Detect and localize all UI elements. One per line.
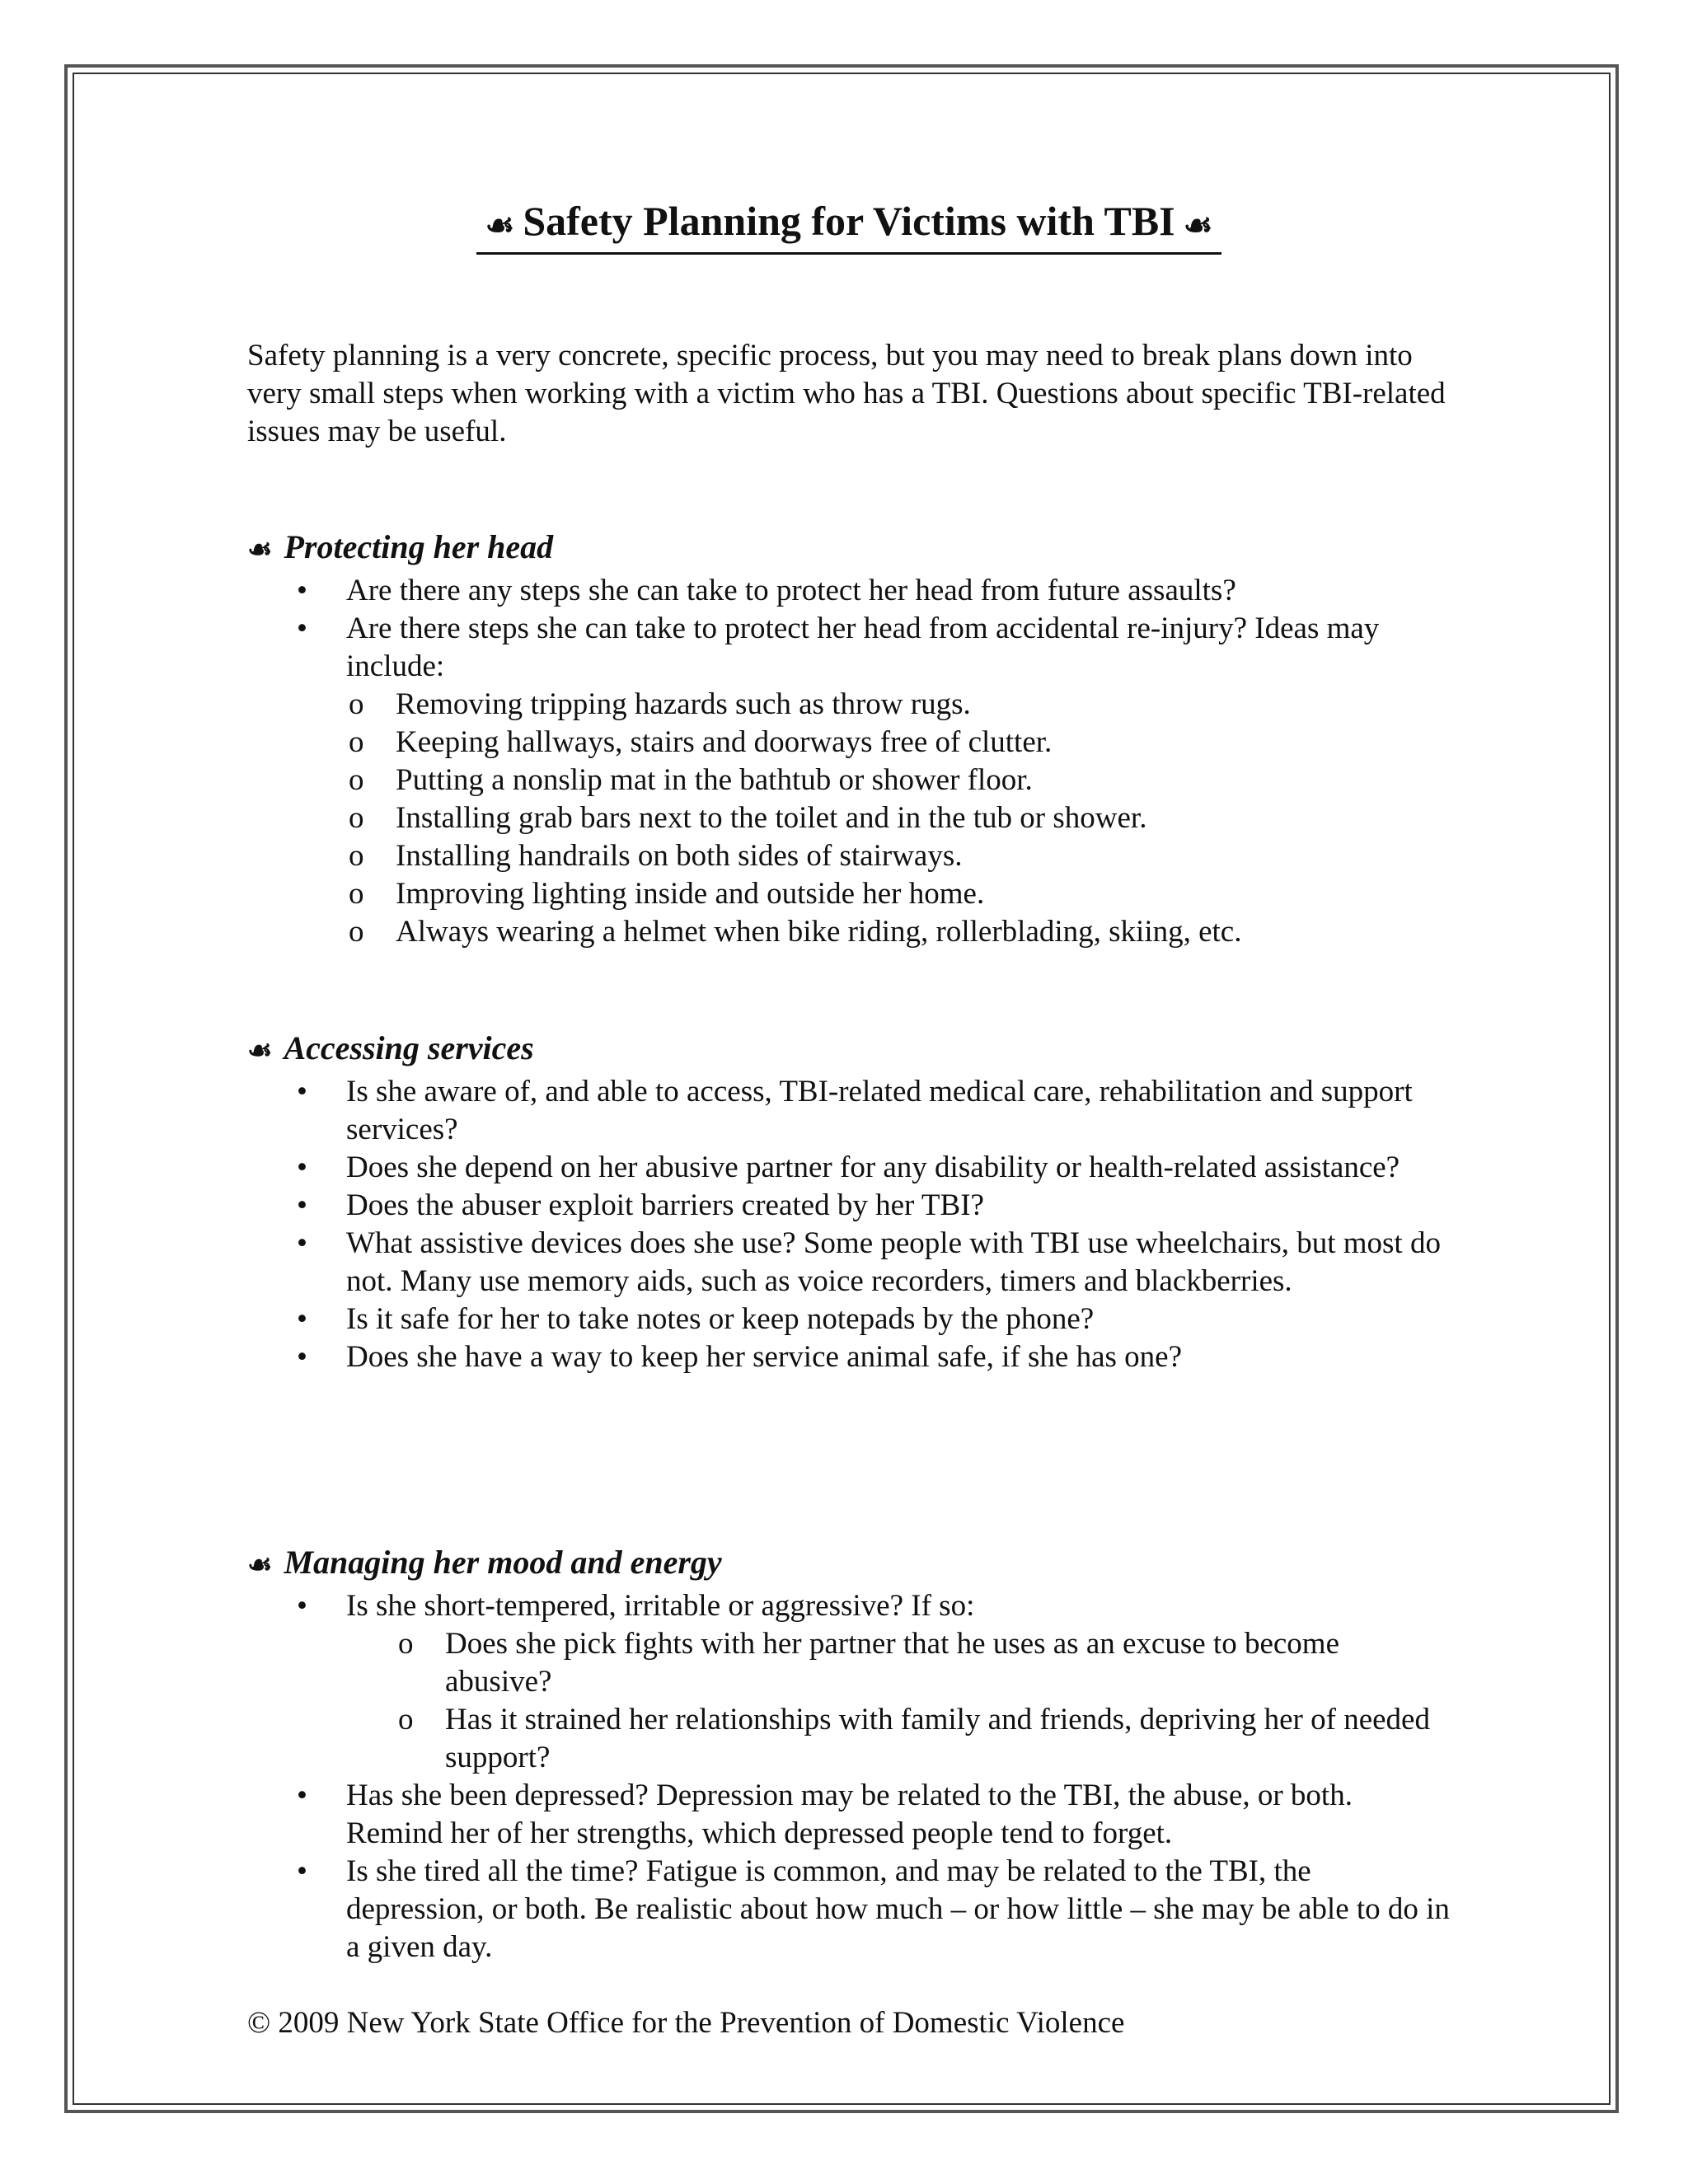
bullet-icon: • bbox=[297, 1854, 307, 1888]
list-item bbox=[247, 1225, 1451, 1301]
ornament-icon: ☙ bbox=[247, 1035, 273, 1066]
ornament-icon: ☙ bbox=[247, 1549, 273, 1581]
list-item bbox=[247, 1187, 1451, 1225]
list-item bbox=[247, 1301, 1451, 1338]
sublist-item-text: Always wearing a helmet when bike riding, rollerblading, skiing, etc. bbox=[396, 915, 1242, 949]
sublist-item bbox=[346, 799, 1451, 837]
sublist-item bbox=[346, 837, 1451, 875]
sublist bbox=[396, 1625, 1451, 1777]
sublist-item bbox=[346, 913, 1451, 951]
list-item-text: Does she have a way to keep her service animal safe, if she has one? bbox=[346, 1340, 1182, 1374]
section-heading-protecting bbox=[247, 527, 553, 570]
bullet-icon: • bbox=[297, 1226, 307, 1260]
list-item bbox=[247, 1149, 1451, 1187]
list-item bbox=[247, 1073, 1451, 1149]
list-item bbox=[247, 572, 1451, 610]
ornament-icon: ☙ bbox=[485, 206, 515, 244]
list-item bbox=[247, 1587, 1451, 1777]
bullet-icon: • bbox=[297, 1151, 307, 1184]
circle-bullet-icon: o bbox=[349, 801, 364, 835]
sublist-item-text: Has it strained her relationships with family and friends, depriving her of needed support? bbox=[445, 1703, 1430, 1774]
list-item-text: Is it safe for her to take notes or keep notepads by the phone? bbox=[346, 1302, 1095, 1336]
sublist-item bbox=[346, 762, 1451, 799]
circle-bullet-icon: o bbox=[398, 1703, 414, 1736]
circle-bullet-icon: o bbox=[398, 1627, 414, 1661]
section-heading-accessing bbox=[247, 1029, 534, 1071]
sublist-item bbox=[396, 1625, 1451, 1701]
list-item bbox=[247, 1777, 1451, 1853]
sublist-item-text: Removing tripping hazards such as throw rugs. bbox=[396, 687, 971, 721]
bullet-icon: • bbox=[297, 1075, 307, 1108]
list-item-text: Is she aware of, and able to access, TBI-related medical care, rehabilitation and support services? bbox=[346, 1075, 1413, 1146]
section-list-accessing bbox=[247, 1073, 1451, 1376]
title-text: Safety Planning for Victims with TBI bbox=[523, 198, 1175, 244]
list-item bbox=[247, 610, 1451, 951]
bullet-icon: • bbox=[297, 574, 307, 607]
bullet-icon: • bbox=[297, 1302, 307, 1336]
section-title: Protecting her head bbox=[284, 528, 554, 565]
circle-bullet-icon: o bbox=[349, 725, 364, 759]
circle-bullet-icon: o bbox=[349, 687, 364, 721]
bullet-icon: • bbox=[297, 1188, 307, 1222]
circle-bullet-icon: o bbox=[349, 915, 364, 949]
list-item-text: Does she depend on her abusive partner for any disability or health-related assistance? bbox=[346, 1151, 1400, 1184]
copyright-footer: © 2009 New York State Office for the Prevention of Domestic Violence bbox=[247, 2006, 1125, 2040]
sublist-item-text: Keeping hallways, stairs and doorways free of clutter. bbox=[396, 725, 1053, 759]
sublist-item bbox=[396, 1701, 1451, 1777]
bullet-icon: • bbox=[297, 1589, 307, 1623]
list-item-text: Has she been depressed? Depression may be related to the TBI, the abuse, or both. Remind her of her strengths, which depressed people tend to forget. bbox=[346, 1779, 1353, 1850]
bullet-icon: • bbox=[297, 1779, 307, 1812]
ornament-icon: ☙ bbox=[1183, 206, 1213, 244]
sublist-item-text: Does she pick fights with her partner that he uses as an excuse to become abusive? bbox=[445, 1627, 1339, 1699]
list-item-text: Are there any steps she can take to protect her head from future assaults? bbox=[346, 574, 1236, 607]
list-item bbox=[247, 1853, 1451, 1966]
section-list-managing bbox=[247, 1587, 1451, 1966]
list-item-text: Is she tired all the time? Fatigue is common, and may be related to the TBI, the depression, or both. Be realistic about how much – or how little – she may be able to do in a given day. bbox=[346, 1854, 1450, 1964]
list-item bbox=[247, 1338, 1451, 1376]
intro-paragraph: Safety planning is a very concrete, specific process, but you may need to break plans down into very small steps when working with a victim who has a TBI. Questions about specific TBI-related issues may be useful. bbox=[247, 339, 1446, 448]
section-title: Accessing services bbox=[284, 1029, 534, 1066]
sublist-item-text: Putting a nonslip mat in the bathtub or shower floor. bbox=[396, 763, 1033, 797]
list-item-text: What assistive devices does she use? Some people with TBI use wheelchairs, but most do not. Many use memory aids, such as voice recorders, timers and blackberries. bbox=[346, 1226, 1441, 1298]
sublist-item bbox=[346, 686, 1451, 724]
ornament-icon: ☙ bbox=[247, 534, 273, 565]
sublist-item-text: Installing handrails on both sides of stairways. bbox=[396, 839, 963, 873]
list-item-text: Are there steps she can take to protect her head from accidental re-injury? Ideas may include: bbox=[346, 612, 1380, 683]
list-item-text: Is she short-tempered, irritable or aggressive? If so: bbox=[346, 1589, 975, 1623]
section-title: Managing her mood and energy bbox=[284, 1544, 722, 1581]
bullet-icon: • bbox=[297, 1340, 307, 1374]
circle-bullet-icon: o bbox=[349, 839, 364, 873]
sublist bbox=[346, 686, 1451, 951]
bullet-icon: • bbox=[297, 612, 307, 645]
page-title bbox=[247, 196, 1451, 255]
section-heading-managing bbox=[247, 1543, 722, 1586]
sublist-item bbox=[346, 875, 1451, 913]
sublist-item-text: Installing grab bars next to the toilet and in the tub or shower. bbox=[396, 801, 1147, 835]
sublist-item-text: Improving lighting inside and outside her home. bbox=[396, 877, 985, 911]
section-list-protecting bbox=[247, 572, 1451, 951]
sublist-item bbox=[346, 724, 1451, 762]
circle-bullet-icon: o bbox=[349, 763, 364, 797]
circle-bullet-icon: o bbox=[349, 877, 364, 911]
list-item-text: Does the abuser exploit barriers created by her TBI? bbox=[346, 1188, 984, 1222]
